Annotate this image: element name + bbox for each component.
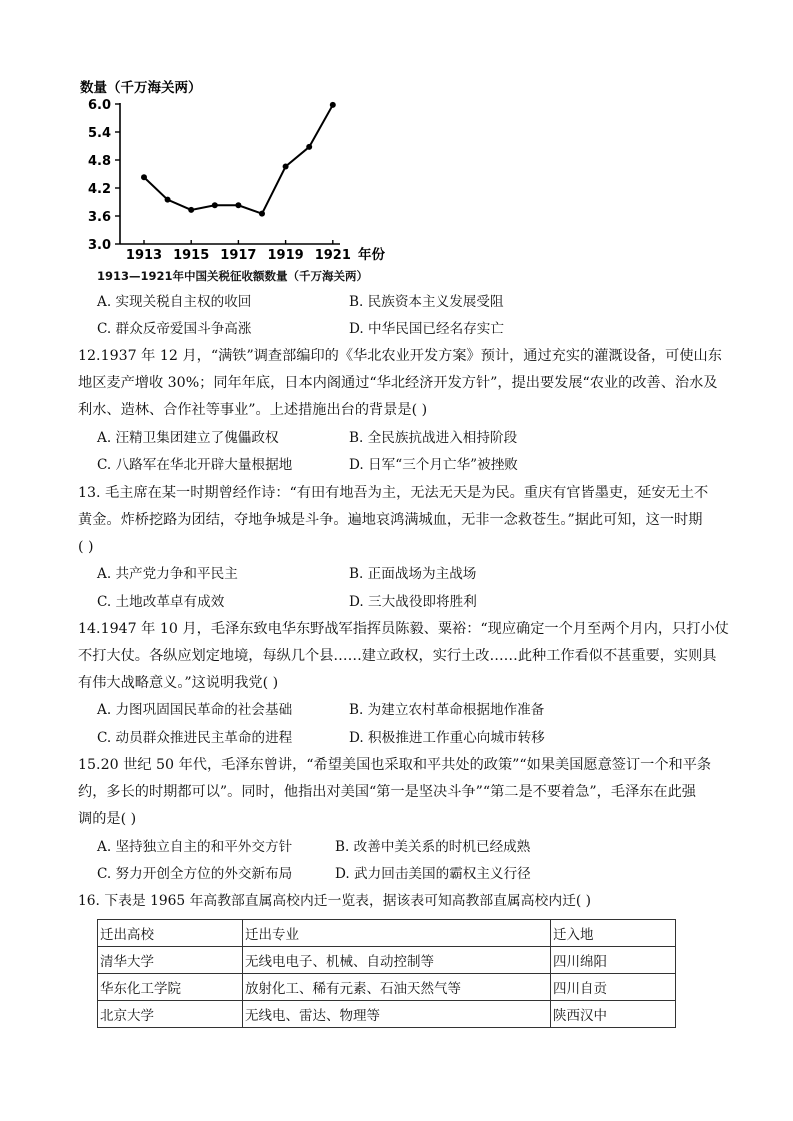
q12-option-c[interactable]: C. 八路军在华北开辟大量根据地 — [97, 457, 293, 473]
q16-stem: 16. 下表是 1965 年高教部直属高校内迁一览表，据该表可知高教部直属高校内迁( ) — [78, 893, 592, 909]
data-point — [212, 202, 218, 208]
y-tick-label: 5.4 — [87, 126, 111, 141]
q14-line-2: 不打大仗。各纵应划定地境，每纵几个县……建立政权，实行土改……此种工作看似不甚重要，实则具 — [78, 648, 717, 664]
x-tick-label: 1921 — [314, 248, 351, 261]
x-tick-label: 1915 — [173, 248, 210, 261]
q15-line-1: 15.20 世纪 50 年代，毛泽东曾讲，“希望美国也采取和平共处的政策”“如果美国愿意签订一个和平条 — [78, 757, 712, 773]
table-cell: 无线电、雷达、物理等 — [243, 1001, 551, 1028]
table-cell: 北京大学 — [98, 1001, 243, 1028]
q12-option-d[interactable]: D. 日军“三个月亡华”被挫败 — [349, 457, 518, 473]
q11-option-a[interactable]: A. 实现关税自主权的收回 — [97, 294, 252, 310]
series-line — [144, 105, 333, 214]
y-tick-label: 6.0 — [87, 98, 111, 113]
data-point — [165, 197, 171, 203]
q12-line-3: 利水、造林、合作社等事业”。上述措施出台的背景是( ) — [78, 402, 428, 418]
data-point — [259, 211, 265, 217]
chart-xlabel: 年份 — [358, 247, 385, 261]
q15-line-2: 约，多长的时期都可以”。同时，他指出对美国“第一是坚决斗争”“第二是不要着急”，毛泽东在此强 — [78, 784, 696, 800]
x-tick-label: 1919 — [267, 248, 304, 261]
q12-line-1: 12.1937 年 12 月，“满铁”调查部编印的《华北农业开发方案》预计，通过充实的灌溉设备，可使山东 — [78, 348, 722, 364]
q13-line-2: 黄金。炸桥挖路为团结，夺地争城是斗争。遍地哀鸿满城血，无非一念救苍生。”据此可知，这一时期 — [78, 512, 703, 528]
table-cell: 四川自贡 — [551, 974, 676, 1001]
q14-option-d[interactable]: D. 积极推进工作重心向城市转移 — [349, 730, 545, 746]
y-tick-label: 3.6 — [87, 210, 111, 225]
q12-option-b[interactable]: B. 全民族抗战进入相持阶段 — [349, 430, 518, 446]
data-point — [330, 102, 336, 108]
table-cell: 华东化工学院 — [98, 974, 243, 1001]
q15-option-d[interactable]: D. 武力回击美国的霸权主义行径 — [335, 866, 531, 882]
table-header-cell: 迁出专业 — [243, 920, 551, 947]
data-point — [188, 207, 194, 213]
q13-line-1: 13. 毛主席在某一时期曾经作诗：“有田有地吾为主，无法无天是为民。重庆有官皆墨吏，延安无土不 — [78, 485, 709, 501]
table-header-cell: 迁出高校 — [98, 920, 243, 947]
q11-option-b[interactable]: B. 民族资本主义发展受阻 — [349, 294, 504, 310]
table-header-row — [98, 920, 676, 947]
table-cell: 陕西汉中 — [551, 1001, 676, 1028]
relocation-table — [97, 919, 676, 1028]
table-row — [98, 1001, 676, 1028]
q15-line-3: 调的是( ) — [78, 811, 137, 827]
x-tick-label: 1917 — [220, 248, 257, 261]
data-point — [306, 144, 312, 150]
q11-option-d[interactable]: D. 中华民国已经名存实亡 — [349, 321, 504, 337]
data-point — [235, 202, 241, 208]
q13-option-b[interactable]: B. 正面战场为主战场 — [349, 566, 477, 582]
y-tick-label: 4.2 — [87, 182, 111, 197]
table-cell: 无线电电子、机械、自动控制等 — [243, 947, 551, 974]
q15-option-a[interactable]: A. 坚持独立自主的和平外交方针 — [97, 839, 293, 855]
table-row — [98, 974, 676, 1001]
table-cell: 清华大学 — [98, 947, 243, 974]
tariff-line-chart — [70, 76, 430, 261]
y-tick-label: 3.0 — [87, 238, 111, 253]
q15-option-b[interactable]: B. 改善中美关系的时机已经成熟 — [335, 839, 531, 855]
q14-line-1: 14.1947 年 10 月，毛泽东致电华东野战军指挥员陈毅、粟裕：“现应确定一个月至两个月内，只打小仗 — [78, 621, 729, 637]
q15-option-c[interactable]: C. 努力开创全方位的外交新布局 — [97, 866, 293, 882]
x-tick-label: 1913 — [125, 248, 163, 261]
table-header-cell: 迁入地 — [551, 920, 676, 947]
q11-option-c[interactable]: C. 群众反帝爱国斗争高涨 — [97, 321, 252, 337]
data-point — [283, 164, 289, 170]
chart-ylabel: 数量（千万海关两） — [80, 80, 202, 96]
q13-option-a[interactable]: A. 共产党力争和平民主 — [97, 566, 238, 582]
q13-option-c[interactable]: C. 土地改革卓有成效 — [97, 594, 225, 610]
table-row — [98, 947, 676, 974]
y-tick-label: 4.8 — [87, 154, 111, 169]
q12-line-2: 地区麦产增收 30%；同年年底，日本内阁通过“华北经济开发方针”，提出要发展“农业的改善、治水及 — [78, 375, 718, 391]
q14-option-a[interactable]: A. 力图巩固国民革命的社会基础 — [97, 702, 293, 718]
q14-option-c[interactable]: C. 动员群众推进民主革命的进程 — [97, 730, 293, 746]
data-point — [141, 174, 147, 180]
q13-option-d[interactable]: D. 三大战役即将胜利 — [349, 594, 477, 610]
q14-option-b[interactable]: B. 为建立农村革命根据地作准备 — [349, 702, 545, 718]
q14-line-3: 有伟大战略意义。”这说明我党( ) — [78, 675, 279, 691]
q13-line-3: ( ) — [78, 539, 94, 555]
q12-option-a[interactable]: A. 汪精卫集团建立了傀儡政权 — [97, 430, 279, 446]
table-cell: 放射化工、稀有元素、石油天然气等 — [243, 974, 551, 1001]
table-cell: 四川绵阳 — [551, 947, 676, 974]
chart-caption: 1913—1921年中国关税征收额数量（千万海关两） — [97, 269, 369, 283]
